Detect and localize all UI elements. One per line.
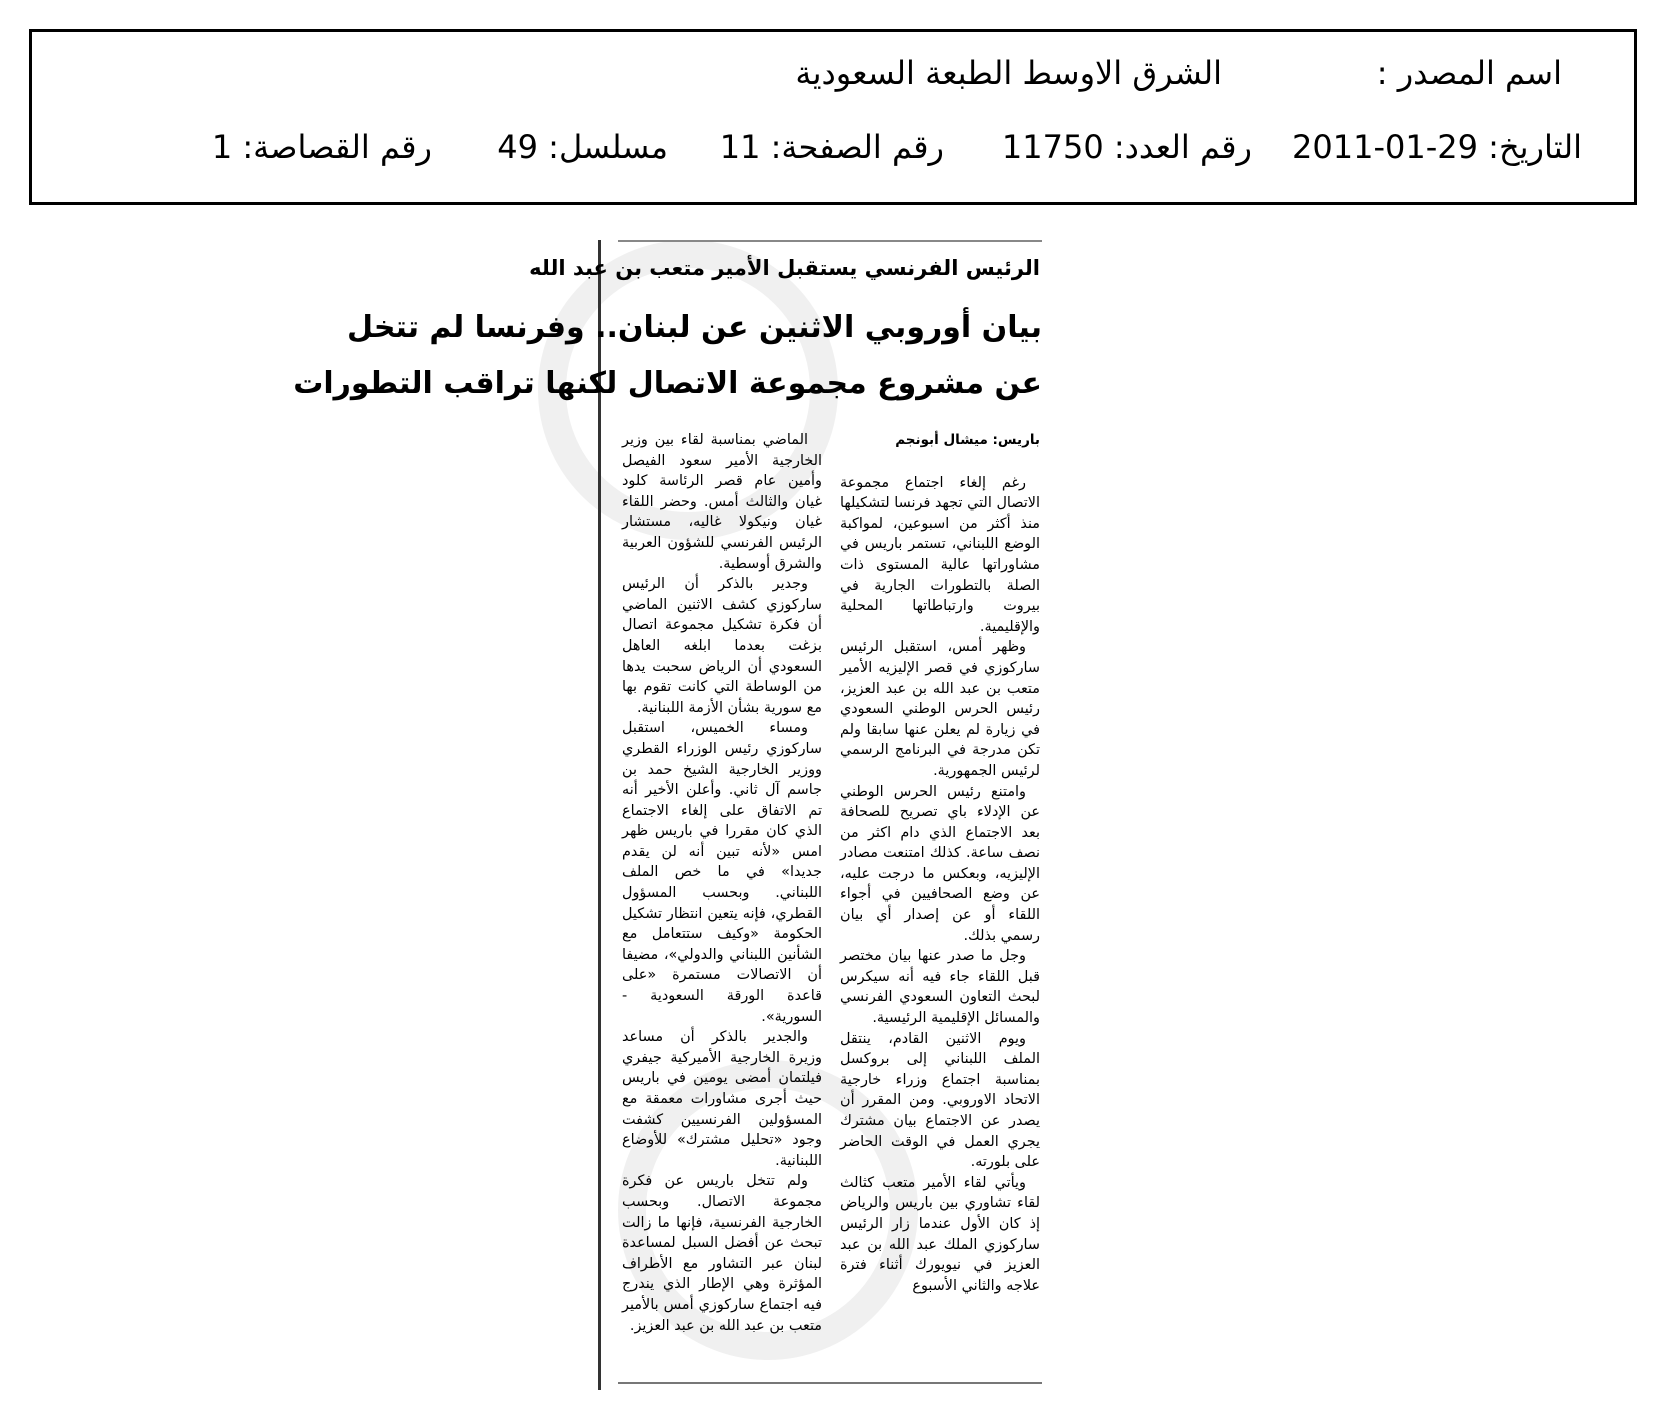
date-field: التاريخ: 29-01-2011: [1292, 128, 1582, 166]
paragraph: وجل ما صدر عنها بيان مختصر قبل اللقاء جاء فيه أنه سيكرس لبحث التعاون السعودي الفرنسي والمسائل الإقليمية الرئيسية.: [840, 948, 1040, 1027]
article-column-right: [840, 430, 1040, 1296]
paragraph: وجدير بالذكر أن الرئيس ساركوزي كشف الاثنين الماضي أن فكرة تشكيل مجموعة اتصال بزغت بعدما ابلغه العاهل السعودي أن الرياض سحبت يدها من الوساطة التي كانت تقوم بها مع سورية بشأن الأزمة اللبنانية.: [622, 576, 822, 716]
paragraph: وامتنع رئيس الحرس الوطني عن الإدلاء باي تصريح للصحافة بعد الاجتماع الذي دام اكثر من نصف ساعة. كذلك امتنعت مصادر الإليزيه، وبعكس ما درجت عليه، عن وضع الصحافيين في أجواء اللقاء أو عن إصدار أي بيان رسمي بذلك.: [840, 783, 1040, 944]
paragraph: ويوم الاثنين القادم، ينتقل الملف اللبناني إلى بروكسل بمناسبة اجتماع وزراء خارجية الاتحاد الاوروبي. ومن المقرر أن يصدر عن الاجتماع بيان مشترك يجري العمل في الوقت الحاضر على بلورته.: [840, 1030, 1040, 1171]
newspaper-clipping: [293, 240, 1048, 1390]
issue-number-field: رقم العدد: 11750: [1001, 128, 1252, 166]
page-number-field: رقم الصفحة: 11: [719, 128, 944, 166]
headline-line: عن مشروع مجموعة الاتصال لكنها تراقب التطورات: [293, 366, 1042, 401]
paragraph: ولم تتخل باريس عن فكرة مجموعة الاتصال. وبحسب الخارجية الفرنسية، فإنها ما زالت تبحث عن أفضل السبل لمساعدة لبنان عبر التشاور مع الأطراف المؤثرة وهي الإطار الذي يندرج فيه اجتماع ساركوزي أمس بالأمير متعب بن عبد الله بن عبد العزيز.: [622, 1173, 822, 1334]
clipping-bottom-rule: [618, 1382, 1042, 1384]
article-headline: [293, 300, 1042, 412]
paragraph: وظهر أمس، استقبل الرئيس ساركوزي في قصر الإليزيه الأمير متعب بن عبد الله بن عبد العزيز، رئيس الحرس الوطني السعودي في زيارة لم يعلن عنها سابقا ولم تكن مدرجة في البرنامج الرسمي لرئيس الجمهورية.: [840, 639, 1040, 779]
clipping-top-rule: [618, 240, 1042, 242]
paragraph: رغم إلغاء اجتماع مجموعة الاتصال التي تجهد فرنسا لتشكيلها منذ أكثر من اسبوعين، لمواكبة الوضع اللبناني، تستمر باريس في مشاوراتها عالية المستوى ذات الصلة بالتطورات الجارية في بيروت وارتباطاتها المحلية والإقليمية.: [840, 474, 1040, 635]
byline: باريس: ميشال أبونجم: [895, 432, 1040, 448]
paragraph: ويأتي لقاء الأمير متعب كثالث لقاء تشاوري بين باريس والرياض إذ كان الأول عندما زار الرئيس ساركوزي الملك عبد الله بن عبد العزيز في نيويورك أثناء فترة علاجه والثاني الأسبوع: [840, 1174, 1040, 1294]
clip-number-field: رقم القصاصة: 1: [211, 128, 432, 166]
clipping-edge-rule: [598, 240, 601, 1390]
paragraph: والجدير بالذكر أن مساعد وزيرة الخارجية الأميركية جيفري فيلتمان أمضى يومين في باريس حيث أجرى مشاورات معمقة مع المسؤولين الفرنسيين كشفت وجود «تحليل مشترك» للأوضاع اللبنانية.: [622, 1029, 822, 1169]
serial-number-field: مسلسل: 49: [497, 128, 668, 166]
source-value: الشرق الاوسط الطبعة السعودية: [795, 54, 1222, 92]
article-column-left: [622, 430, 822, 1336]
headline-line: بيان أوروبي الاثنين عن لبنان.. وفرنسا لم تتخل: [347, 310, 1042, 345]
article-kicker: الرئيس الفرنسي يستقبل الأمير متعب بن عبد الله: [529, 256, 1040, 280]
source-label: اسم المصدر :: [1376, 54, 1562, 92]
clipping-metadata-box: [29, 29, 1637, 205]
paragraph: الماضي بمناسبة لقاء بين وزير الخارجية الأمير سعود الفيصل وأمين عام قصر الرئاسة كلود غيان والثالث أمس. وحضر اللقاء غيان ونيكولا غاليه، مستشار الرئيس الفرنسي للشؤون العربية والشرق أوسطية.: [622, 432, 822, 572]
paragraph: ومساء الخميس، استقبل ساركوزي رئيس الوزراء القطري ووزير الخارجية الشيخ حمد بن جاسم آل ثاني. وأعلن الأخير أنه تم الاتفاق على إلغاء الاجتماع الذي كان مقررا في باريس ظهر امس «لأنه تبين أنه لن يقدم جديدا» في ما خص الملف اللبناني. وبحسب المسؤول القطري، فإنه يتعين انتظار تشكيل الحكومة «وكيف ستتعامل مع الشأنين اللبناني والدولي»، مضيفا أن الاتصالات مستمرة «على قاعدة الورقة السعودية - السورية».: [622, 720, 822, 1025]
